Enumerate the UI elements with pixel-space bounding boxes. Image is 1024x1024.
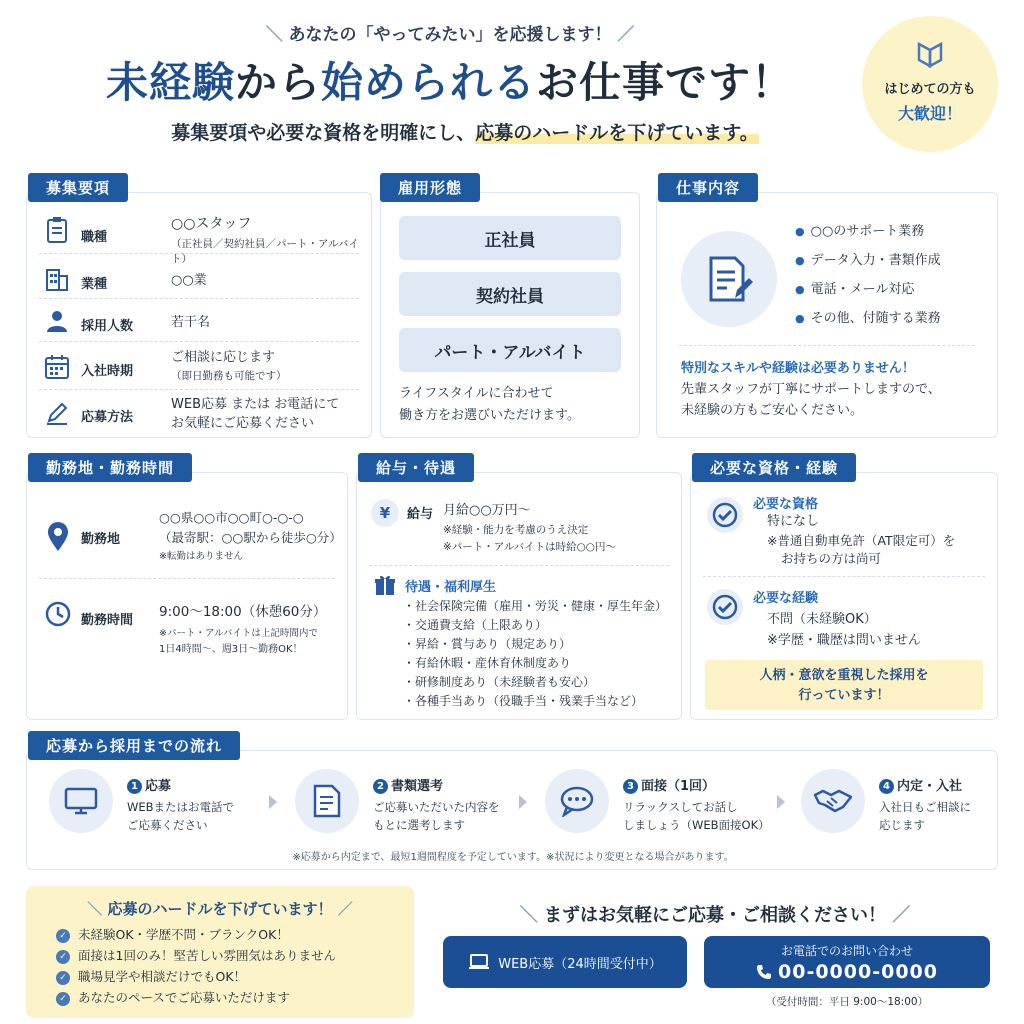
start-date-value: ご相談に応じます [171, 350, 276, 365]
job-note-1: 先輩スタッフが丁寧にサポートしますので、 [681, 382, 941, 397]
document-icon [295, 769, 359, 833]
hurdle-item: ✓ 面接は1回のみ！堅苦しい雰囲気はありません [56, 947, 336, 965]
employment-note-1: ライフスタイルに合わせて [399, 386, 554, 401]
location-tag: 勤務地・勤務時間 [28, 453, 192, 482]
employment-tag: 雇用形態 [380, 173, 480, 202]
handshake-icon [801, 769, 865, 833]
apply-method-note: お気軽にご応募ください [171, 416, 315, 431]
monitor-icon [49, 769, 113, 833]
pay-note-2: ※パート・アルバイトは時給○○円～ [443, 541, 616, 553]
benefit-item: ・交通費支給（上限あり） [403, 618, 548, 632]
phone-contact-button[interactable] [704, 936, 990, 988]
flow-step-text: 入社日もご相談に [879, 800, 971, 814]
hiring-policy-banner: 人柄・意欲を重視した採用を 行っています！ [705, 660, 983, 710]
check-icon: ✓ [56, 971, 70, 985]
headcount-value: 若干名 [171, 315, 211, 330]
salary-tag: 給与・待遇 [358, 453, 474, 482]
clock-icon [44, 600, 72, 628]
check-icon: ✓ [56, 950, 70, 964]
building-icon [43, 265, 71, 293]
web-apply-button[interactable]: WEB応募（24時間受付中） [443, 936, 687, 988]
job-item: ● データ入力・書類作成 [795, 249, 941, 268]
experience-value: 不問（未経験OK） [767, 612, 877, 627]
flow-step-text: WEBまたはお電話で [127, 800, 235, 814]
pencil-icon [43, 399, 71, 427]
person-icon [43, 307, 71, 335]
job-panel [656, 192, 998, 438]
job-note-2: 未経験の方もご安心ください。 [681, 403, 864, 418]
check-icon: ✓ [56, 929, 70, 943]
flow-step-text: 応じます [879, 818, 925, 832]
benefit-item: ・各種手当あり（役職手当・残業手当など） [403, 694, 644, 708]
employment-type-parttime: パート・アルバイト [399, 328, 621, 372]
phone-hours: （受付時間：平日 9:00～18:00） [765, 996, 929, 1008]
industry-label: 業種 [81, 277, 108, 292]
phone-icon [756, 964, 772, 980]
qualification-panel [690, 472, 998, 720]
flow-arrow [269, 795, 277, 809]
employment-panel [380, 192, 640, 438]
gift-icon [373, 573, 397, 597]
flow-step-text: リラックスしてお話し [623, 800, 738, 814]
hurdle-item: ✓ 職場見学や相談だけでもOK！ [56, 968, 246, 986]
job-item: ● 電話・メール対応 [795, 278, 914, 297]
clipboard-icon [43, 215, 71, 245]
hurdle-item: ✓ あなたのペースでご応募いただけます [56, 989, 290, 1007]
flow-step-text: ご応募いただいた内容を [373, 800, 500, 814]
qualification-note-1: ※普通自動車免許（AT限定可）を [767, 533, 956, 548]
beginner-mark-icon [913, 36, 947, 70]
hours-note-1: ※パート・アルバイトは上記時間内で [159, 628, 318, 639]
benefit-item: ・有給休暇・産休育休制度あり [403, 656, 572, 670]
calendar-icon [43, 353, 71, 381]
document-edit-icon [681, 231, 777, 327]
phone-contact-title: お電話でのお問い合わせ [780, 943, 913, 958]
requirements-panel [26, 192, 372, 438]
start-date-note: （即日勤務も可能です） [171, 370, 287, 382]
flow-step-title: 2 書類選考 [373, 775, 443, 794]
flow-step-title: 4 内定・入社 [879, 775, 962, 794]
location-label: 勤務地 [81, 532, 121, 547]
flow-step-title: 3 面接（1回） [623, 775, 715, 794]
welcome-badge: はじめての方も 大歓迎！ [862, 16, 998, 152]
benefit-item: ・昇給・賞与あり（規定あり） [403, 637, 572, 651]
cta-headline: ＼ まずはお気軽にご応募・ご相談ください！ ／ [519, 905, 911, 926]
location-note: ※転勤はありません [159, 551, 243, 562]
map-pin-icon [45, 521, 71, 553]
flow-step-text: しましょう（WEB面接OK） [623, 818, 770, 832]
job-item: ● その他、付随する業務 [795, 307, 941, 326]
employment-note-2: 働き方をお選びいただけます。 [399, 408, 580, 423]
pay-note-1: ※経験・能力を考慮のうえ決定 [443, 524, 589, 536]
page-subtitle: 募集要項や必要な資格を明確にし、応募のハードルを下げています。 [171, 122, 759, 144]
tagline: ＼ あなたの「やってみたい」を応援します！ ／ [265, 25, 635, 45]
yen-icon: ¥ [371, 499, 399, 527]
hours-value: 9:00～18:00（休憩60分） [159, 604, 327, 620]
hours-note-2: 1日4時間～、週3日～勤務OK！ [159, 644, 303, 655]
qualification-note-2: お持ちの方は尚可 [781, 551, 882, 566]
benefit-item: ・研修制度あり（未経験者も安心） [403, 675, 596, 689]
page-title: 未経験から始められるお仕事です！ [105, 58, 795, 107]
hurdle-item: ✓ 未経験OK・学歴不問・ブランクOK！ [56, 926, 289, 944]
hurdle-title: ＼ 応募のハードルを下げています！ ／ [87, 900, 353, 918]
pay-value: 月給○○万円～ [443, 503, 531, 518]
job-item: ● ○○のサポート業務 [795, 220, 924, 239]
flow-step-text: ご応募ください [127, 818, 208, 832]
qualification-tag: 必要な資格・経験 [692, 453, 856, 482]
flow-step-title: 1 応募 [127, 775, 171, 794]
requirements-tag: 募集要項 [28, 173, 128, 202]
location-panel [26, 472, 348, 720]
location-station: （最寄駅：○○駅から徒歩○分） [159, 530, 342, 545]
job-type-note: （正社員／契約社員／パート・アルバイト） [171, 238, 359, 266]
industry-value: ○○業 [171, 273, 207, 288]
start-date-label: 入社時期 [81, 364, 134, 379]
pay-label: 給与 [407, 507, 434, 522]
flow-panel [26, 750, 998, 870]
flow-note: ※応募から内定まで、最短1週間程度を予定しています。※状況により変更となる場合があります。 [292, 852, 734, 863]
chat-bubble-icon [545, 769, 609, 833]
apply-method-value: WEB応募 または お電話にて [171, 397, 340, 412]
hours-label: 勤務時間 [81, 613, 134, 628]
job-type-value: ○○スタッフ [171, 216, 252, 232]
laptop-icon [468, 954, 490, 970]
flow-arrow [519, 795, 527, 809]
qualification-title: 必要な資格 [753, 497, 819, 512]
employment-type-contract: 契約社員 [399, 272, 621, 316]
flow-step-text: もとに選考します [373, 818, 465, 832]
experience-title: 必要な経験 [753, 591, 819, 606]
employment-type-fulltime: 正社員 [399, 216, 621, 260]
location-address: ○○県○○市○○町○-○-○ [159, 510, 304, 525]
flow-tag: 応募から採用までの流れ [28, 731, 240, 760]
job-tag: 仕事内容 [658, 173, 758, 202]
job-highlight: 特別なスキルや経験は必要ありません！ [681, 361, 915, 376]
benefits-title: 待遇・福利厚生 [405, 580, 497, 595]
check-circle-icon [707, 497, 743, 533]
salary-panel [356, 472, 682, 720]
benefit-item: ・社会保険完備（雇用・労災・健康・厚生年金） [403, 599, 668, 613]
flow-arrow [777, 795, 785, 809]
experience-note: ※学歴・職歴は問いません [767, 633, 921, 648]
job-type-label: 職種 [81, 230, 108, 245]
check-circle-icon [707, 589, 743, 625]
hurdle-panel [26, 886, 414, 1018]
qualification-value: 特になし [767, 514, 820, 529]
check-icon: ✓ [56, 992, 70, 1006]
phone-number: 00-0000-0000 [778, 960, 938, 983]
headcount-label: 採用人数 [81, 319, 134, 334]
apply-method-label: 応募方法 [81, 410, 134, 425]
